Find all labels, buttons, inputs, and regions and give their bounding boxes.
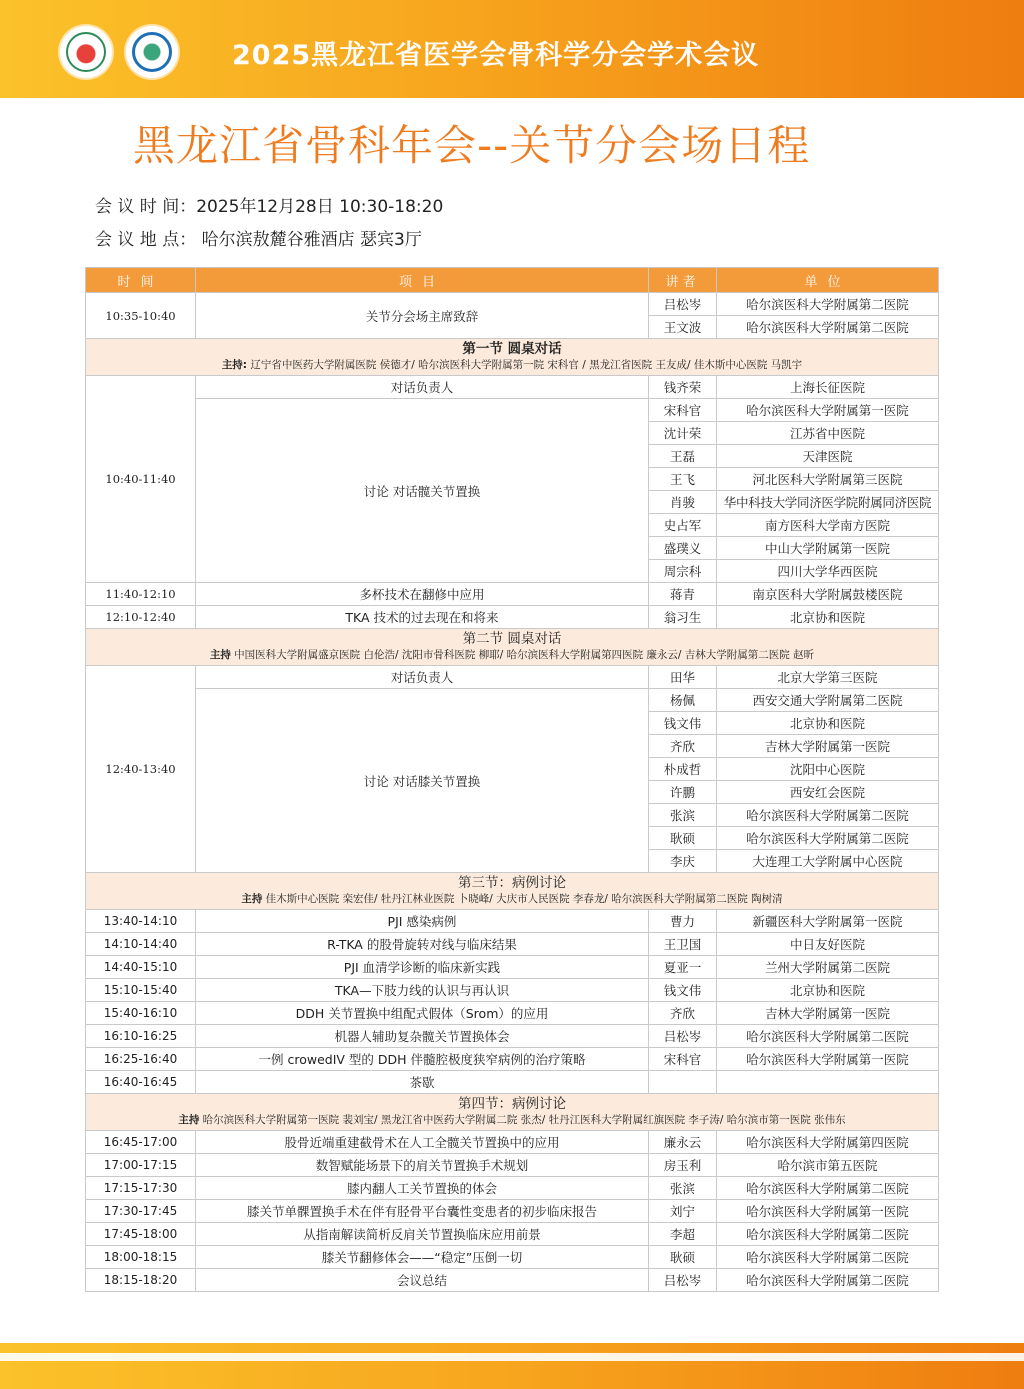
section-title: 第四节：病例讨论: [458, 1096, 566, 1112]
item-cell: 膝关节翻修体会——“稳定”压倒一切: [196, 1246, 649, 1269]
time-cell: 11:40-12:10: [86, 583, 196, 606]
speaker-cell: 王文波: [649, 316, 717, 339]
item-cell: 机器人辅助复杂髋关节置换体会: [196, 1025, 649, 1048]
section-header-row: [86, 339, 939, 376]
unit-cell: 北京协和医院: [717, 606, 939, 629]
footer-banner: [0, 1343, 1024, 1389]
speaker-cell: 王飞: [649, 468, 717, 491]
header-unit: 单位: [717, 268, 939, 293]
table-row: [86, 1002, 939, 1025]
item-cell: 茶歇: [196, 1071, 649, 1094]
speaker-cell: [649, 1071, 717, 1094]
item-cell: TKA—下肢力线的认识与再认识: [196, 979, 649, 1002]
table-row: [86, 606, 939, 629]
speaker-cell: 耿硕: [649, 827, 717, 850]
speaker-cell: 肖骏: [649, 491, 717, 514]
table-row: [86, 1048, 939, 1071]
time-cell: 12:10-12:40: [86, 606, 196, 629]
section-hosts: [86, 892, 938, 909]
unit-cell: 上海长征医院: [717, 376, 939, 399]
time-cell: 17:15-17:30: [86, 1177, 196, 1200]
table-row: [86, 1246, 939, 1269]
unit-cell: 南方医科大学南方医院: [717, 514, 939, 537]
speaker-cell: 沈计荣: [649, 422, 717, 445]
section-header: [86, 629, 939, 666]
section-title: 第一节 圆桌对话: [462, 341, 562, 357]
table-row: [86, 1025, 939, 1048]
table-row: [86, 666, 939, 689]
unit-cell: 哈尔滨医科大学附属第二医院: [717, 316, 939, 339]
host-names: 辽宁省中医药大学附属医院 侯德才/ 哈尔滨医科大学附属第一院 宋科官 / 黑龙江省医院 王友成/ 佳木斯中心医院 马凯宇: [250, 359, 803, 371]
item-cell: 膝内翻人工关节置换的体会: [196, 1177, 649, 1200]
section-header: [86, 1094, 939, 1131]
time-cell: 14:10-14:40: [86, 933, 196, 956]
unit-cell: 中日友好医院: [717, 933, 939, 956]
speaker-cell: 宋科官: [649, 1048, 717, 1071]
unit-cell: 哈尔滨医科大学附属第一医院: [717, 1200, 939, 1223]
item-cell: 膝关节单髁置换手术在伴有胫骨平台囊性变患者的初步临床报告: [196, 1200, 649, 1223]
table-row: [86, 1154, 939, 1177]
section-hosts: [86, 358, 938, 375]
item-cell: 关节分会场主席致辞: [196, 293, 649, 339]
table-row: [86, 583, 939, 606]
speaker-cell: 耿硕: [649, 1246, 717, 1269]
table-row: [86, 1131, 939, 1154]
table-row: [86, 956, 939, 979]
unit-cell: 哈尔滨医科大学附属第一医院: [717, 1048, 939, 1071]
header-title: 2025黑龙江省医学会骨科学分会学术会议: [232, 40, 760, 71]
section-title: 第二节 圆桌对话: [462, 631, 562, 647]
item-cell: 数智赋能场景下的肩关节置换手术规划: [196, 1154, 649, 1177]
speaker-cell: 刘宁: [649, 1200, 717, 1223]
footer-stripe: [0, 1353, 1024, 1361]
speaker-cell: 翁习生: [649, 606, 717, 629]
speaker-cell: 盛璞义: [649, 537, 717, 560]
host-names: 佳木斯中心医院 栾宏佳/ 牡丹江林业医院 卜晓峰/ 大庆市人民医院 李春龙/ 哈尔滨医科大学附属第二医院 陶树清: [265, 893, 783, 905]
unit-cell: 西安红会医院: [717, 781, 939, 804]
table-row: [86, 933, 939, 956]
speaker-cell: 吕松岑: [649, 1025, 717, 1048]
header-banner: [0, 0, 1024, 98]
table-row: [86, 399, 939, 422]
schedule-table: [85, 267, 939, 1292]
unit-cell: 中山大学附属第一医院: [717, 537, 939, 560]
unit-cell: 天津医院: [717, 445, 939, 468]
speaker-cell: 齐欣: [649, 1002, 717, 1025]
speaker-cell: 史占军: [649, 514, 717, 537]
association-logo: [126, 26, 178, 78]
unit-cell: 哈尔滨市第五医院: [717, 1154, 939, 1177]
unit-cell: 吉林大学附属第一医院: [717, 1002, 939, 1025]
item-cell: 讨论 对话膝关节置换: [196, 689, 649, 873]
header-speaker: 讲者: [649, 268, 717, 293]
page-title: 黑龙江省骨科年会--关节分会场日程: [133, 121, 811, 170]
unit-cell: 新疆医科大学附属第一医院: [717, 910, 939, 933]
header-time: 时间: [86, 268, 196, 293]
section-hosts: [86, 648, 938, 665]
section-header-row: [86, 629, 939, 666]
time-cell: 16:45-17:00: [86, 1131, 196, 1154]
table-row: [86, 376, 939, 399]
time-cell: 16:25-16:40: [86, 1048, 196, 1071]
meeting-place: 会 议 地 点： 哈尔滨敖麓谷雅酒店 瑟宾3厅: [95, 230, 422, 250]
time-cell: 10:35-10:40: [86, 293, 196, 339]
unit-cell: 哈尔滨医科大学附属第二医院: [717, 1025, 939, 1048]
speaker-cell: 房玉利: [649, 1154, 717, 1177]
unit-cell: 兰州大学附属第二医院: [717, 956, 939, 979]
time-cell: 16:40-16:45: [86, 1071, 196, 1094]
speaker-cell: 王卫国: [649, 933, 717, 956]
unit-cell: 哈尔滨医科大学附属第二医院: [717, 1246, 939, 1269]
host-names: 中国医科大学附属盛京医院 白伦浩/ 沈阳市骨科医院 柳耶/ 哈尔滨医科大学附属第四医院 廉永云/ 吉林大学附属第二医院 赵昕: [234, 649, 815, 661]
unit-cell: 四川大学华西医院: [717, 560, 939, 583]
time-cell: 15:10-15:40: [86, 979, 196, 1002]
table-row: [86, 979, 939, 1002]
time-cell: 16:10-16:25: [86, 1025, 196, 1048]
time-cell: 18:15-18:20: [86, 1269, 196, 1292]
speaker-cell: 廉永云: [649, 1131, 717, 1154]
section-header-row: [86, 1094, 939, 1131]
table-row: [86, 689, 939, 712]
item-cell: TKA 技术的过去现在和将来: [196, 606, 649, 629]
speaker-cell: 许鹏: [649, 781, 717, 804]
speaker-cell: 杨佩: [649, 689, 717, 712]
unit-cell: 哈尔滨医科大学附属第二医院: [717, 293, 939, 316]
time-cell: 12:40-13:40: [86, 666, 196, 873]
speaker-cell: 钱文伟: [649, 712, 717, 735]
meeting-time: 会 议 时 间：2025年12月28日 10:30-18:20: [95, 197, 444, 217]
item-cell: R-TKA 的股骨旋转对线与临床结果: [196, 933, 649, 956]
table-row: [86, 1269, 939, 1292]
item-cell: PJI 血清学诊断的临床新实践: [196, 956, 649, 979]
time-cell: 17:30-17:45: [86, 1200, 196, 1223]
unit-cell: 哈尔滨医科大学附属第二医院: [717, 1223, 939, 1246]
item-cell: 股骨近端重建截骨术在人工全髋关节置换中的应用: [196, 1131, 649, 1154]
item-cell: 对话负责人: [196, 666, 649, 689]
section-header: [86, 339, 939, 376]
table-row: [86, 910, 939, 933]
unit-cell: 北京协和医院: [717, 712, 939, 735]
unit-cell: 哈尔滨医科大学附属第二医院: [717, 827, 939, 850]
item-cell: 一例 crowedIV 型的 DDH 伴髓腔极度狭窄病例的治疗策略: [196, 1048, 649, 1071]
unit-cell: 哈尔滨医科大学附属第一医院: [717, 399, 939, 422]
speaker-cell: 李庆: [649, 850, 717, 873]
speaker-cell: 周宗科: [649, 560, 717, 583]
unit-cell: 北京大学第三医院: [717, 666, 939, 689]
header-item: 项目: [196, 268, 649, 293]
unit-cell: 南京医科大学附属鼓楼医院: [717, 583, 939, 606]
time-cell: 18:00-18:15: [86, 1246, 196, 1269]
item-cell: PJI 感染病例: [196, 910, 649, 933]
unit-cell: 北京协和医院: [717, 979, 939, 1002]
host-label: 主持: [178, 1114, 200, 1126]
item-cell: 多杯技术在翻修中应用: [196, 583, 649, 606]
table-row: [86, 1200, 939, 1223]
time-cell: 14:40-15:10: [86, 956, 196, 979]
unit-cell: 哈尔滨医科大学附属第二医院: [717, 804, 939, 827]
unit-cell: 沈阳中心医院: [717, 758, 939, 781]
item-cell: 讨论 对话髋关节置换: [196, 399, 649, 583]
unit-cell: 大连理工大学附属中心医院: [717, 850, 939, 873]
time-cell: 13:40-14:10: [86, 910, 196, 933]
unit-cell: 哈尔滨医科大学附属第二医院: [717, 1177, 939, 1200]
speaker-cell: 齐欣: [649, 735, 717, 758]
speaker-cell: 钱齐荣: [649, 376, 717, 399]
speaker-cell: 张滨: [649, 1177, 717, 1200]
unit-cell: [717, 1071, 939, 1094]
item-cell: 从指南解读简析反肩关节置换临床应用前景: [196, 1223, 649, 1246]
time-cell: 10:40-11:40: [86, 376, 196, 583]
speaker-cell: 曹力: [649, 910, 717, 933]
unit-cell: 华中科技大学同济医学院附属同济医院: [717, 491, 939, 514]
table-row: [86, 1223, 939, 1246]
speaker-cell: 蒋青: [649, 583, 717, 606]
item-cell: 对话负责人: [196, 376, 649, 399]
host-label: 主持: [241, 893, 263, 905]
unit-cell: 吉林大学附属第一医院: [717, 735, 939, 758]
time-cell: 17:00-17:15: [86, 1154, 196, 1177]
speaker-cell: 钱文伟: [649, 979, 717, 1002]
item-cell: 会议总结: [196, 1269, 649, 1292]
table-header-row: [86, 268, 939, 293]
speaker-cell: 吕松岑: [649, 1269, 717, 1292]
speaker-cell: 田华: [649, 666, 717, 689]
speaker-cell: 宋科官: [649, 399, 717, 422]
unit-cell: 西安交通大学附属第二医院: [717, 689, 939, 712]
section-header: [86, 873, 939, 910]
unit-cell: 哈尔滨医科大学附属第四医院: [717, 1131, 939, 1154]
unit-cell: 江苏省中医院: [717, 422, 939, 445]
speaker-cell: 吕松岑: [649, 293, 717, 316]
item-cell: DDH 关节置换中组配式假体（Srom）的应用: [196, 1002, 649, 1025]
table-row: [86, 293, 939, 316]
unit-cell: 哈尔滨医科大学附属第二医院: [717, 1269, 939, 1292]
host-label: 主持: [209, 649, 231, 661]
speaker-cell: 夏亚一: [649, 956, 717, 979]
society-logo: [60, 26, 112, 78]
time-cell: 15:40-16:10: [86, 1002, 196, 1025]
unit-cell: 河北医科大学附属第三医院: [717, 468, 939, 491]
speaker-cell: 张滨: [649, 804, 717, 827]
table-row: [86, 1071, 939, 1094]
section-title: 第三节：病例讨论: [458, 875, 566, 891]
section-header-row: [86, 873, 939, 910]
speaker-cell: 朴成哲: [649, 758, 717, 781]
speaker-cell: 王磊: [649, 445, 717, 468]
time-cell: 17:45-18:00: [86, 1223, 196, 1246]
table-row: [86, 1177, 939, 1200]
section-hosts: [86, 1113, 938, 1130]
host-label: 主持:: [221, 359, 248, 371]
host-names: 哈尔滨医科大学附属第一医院 裴刘宝/ 黑龙江省中医药大学附属二院 张杰/ 牡丹江医科大学附属红旗医院 李子涛/ 哈尔滨市第一医院 张伟东: [202, 1114, 846, 1126]
speaker-cell: 李超: [649, 1223, 717, 1246]
